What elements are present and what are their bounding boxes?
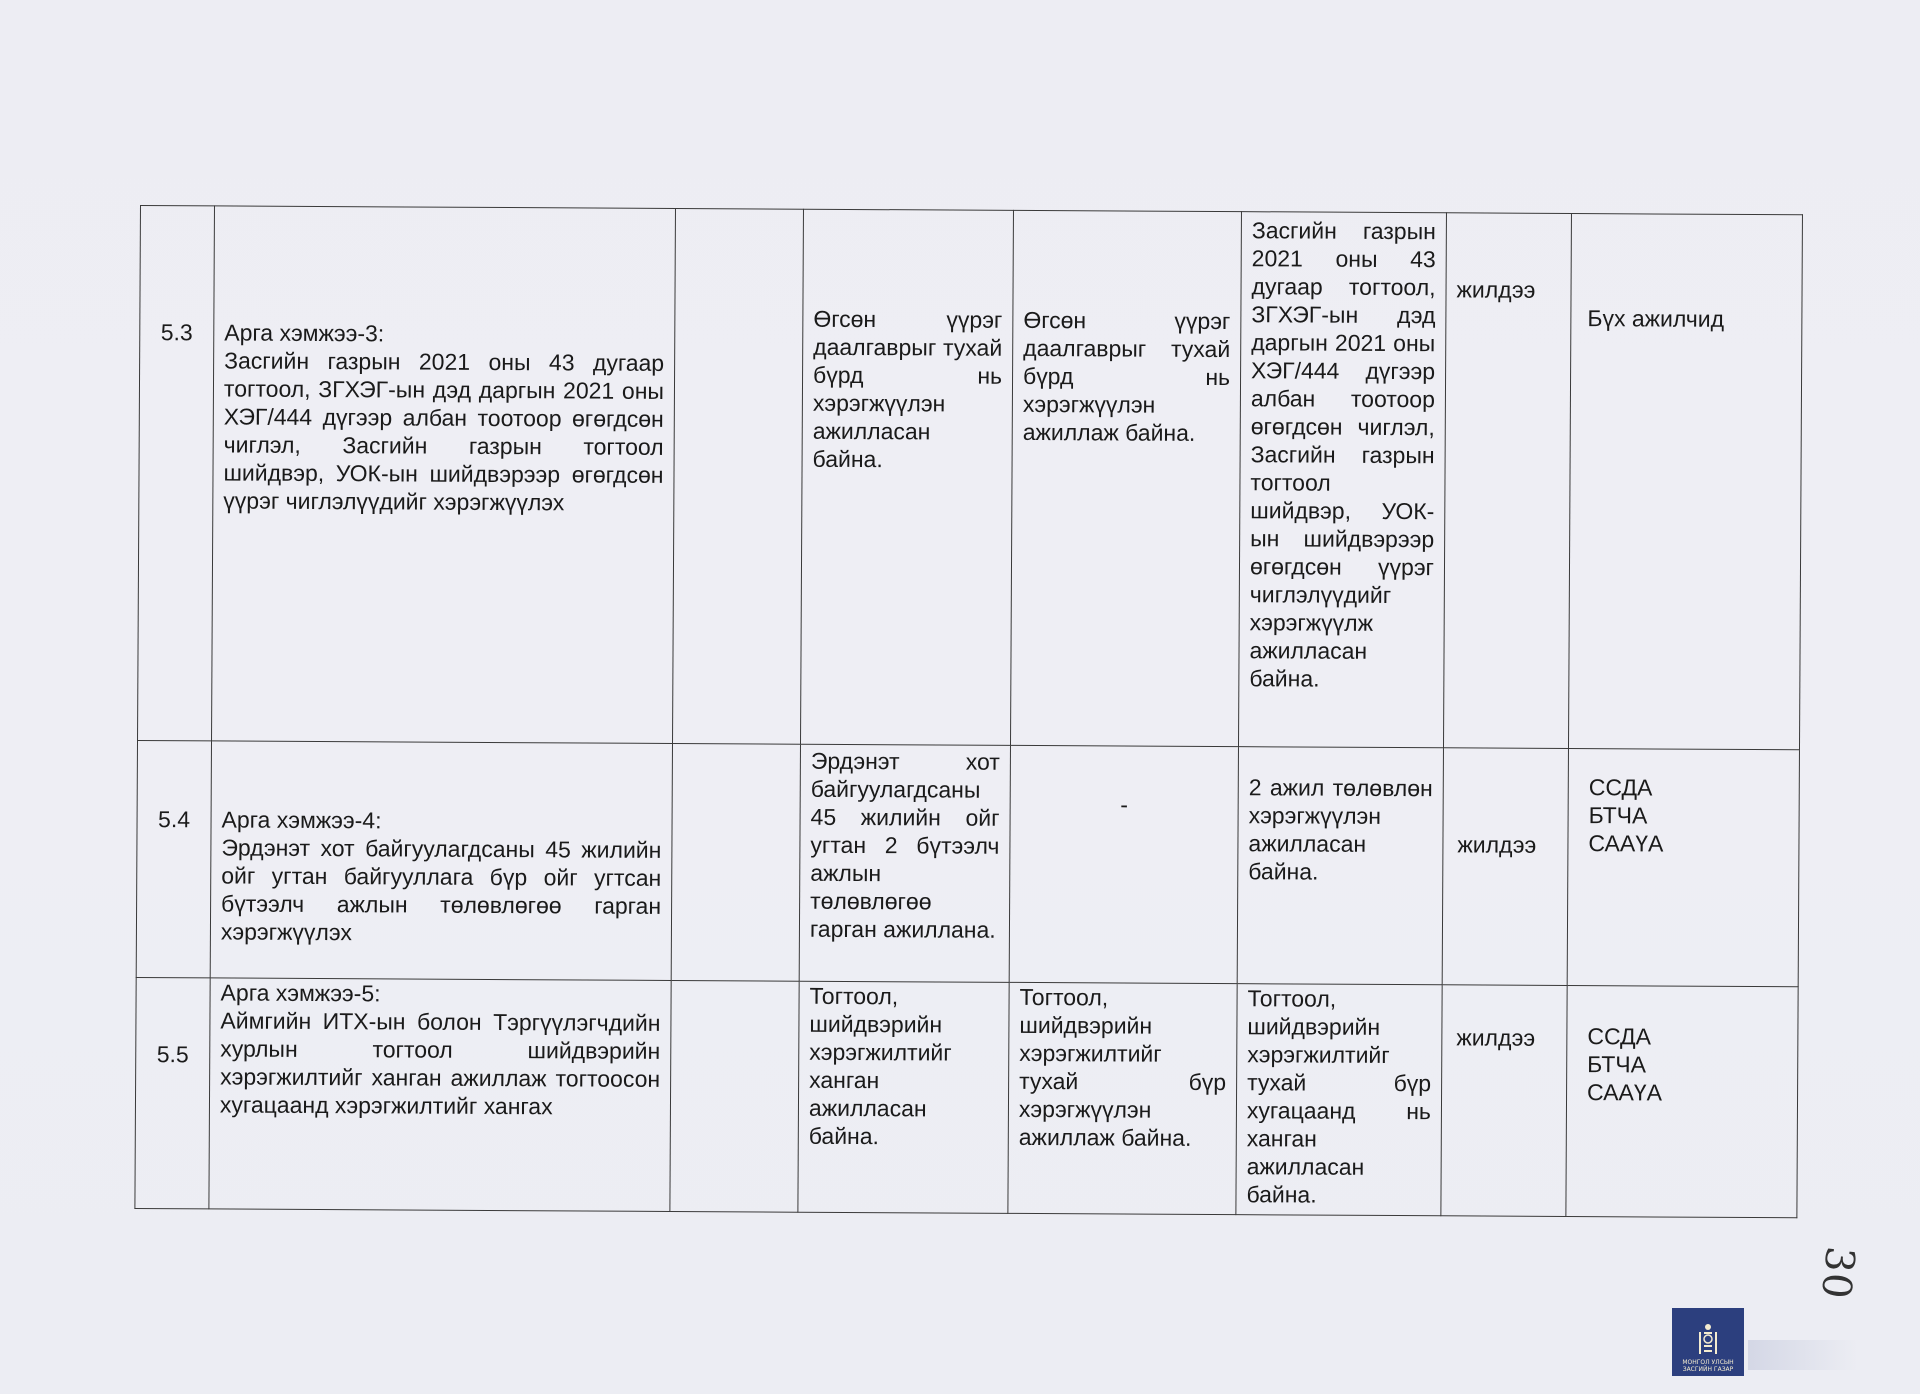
responsible-item: ССДА: [1588, 774, 1653, 801]
row-number-text: 5.4: [157, 806, 191, 833]
measure-cell: [212, 206, 676, 744]
responsible-item: БТЧА: [1588, 802, 1648, 829]
expected-result-cell: Эрдэнэт хот байгуулагдсаны 45 жилийн ойг угтан 2 бүтээлч ажлын төлөвлөгөө гарган ажиллана.: [799, 744, 1010, 982]
action-plan-table: [134, 205, 1803, 1218]
measure-cell: [209, 978, 671, 1212]
responsible-cell: [1568, 213, 1802, 749]
empty-cell: [673, 208, 804, 744]
table-row-5-4: [136, 740, 1799, 986]
progress-cell: Өгсөн үүрэг даалгаврыг тухай бүрд нь хэрэгжүүлэн ажиллаж байна.: [1010, 210, 1241, 746]
stamp-text-line2: ЗАСГИЙН ГАЗАР: [1682, 1366, 1734, 1373]
measure-title: Арга хэмжээ-5:: [220, 979, 381, 1007]
measure-description: Аймгийн ИТХ-ын болон Тэргүүлэгчдийн хурлын тогтоол шийдвэрийн хэрэгжилтийг ханган ажиллаж тогтоосон хугацаанд хэрэгжилтийг хангах: [219, 1007, 661, 1120]
row-number: [135, 977, 210, 1208]
page-number: 30: [1811, 1244, 1864, 1302]
progress-cell: Тогтоол, шийдвэрийн хэрэгжилтийг тухай бүр хэрэгжүүлэн ажиллаж байна.: [1008, 982, 1237, 1214]
measure-description: Засгийн газрын 2021 оны 43 дугаар тогтоол, ЗГХЭГ-ын дэд даргын 2021 оны ХЭГ/444 дүгээр албан тоотоор өгөгдсөн чиглэл, Засгийн газрын тогтоол шийдвэр, УОК-ын шийдвэрээр өгөгдсөн үүрэг чиглэлүүдийг хэрэгжүүлэх: [223, 347, 665, 516]
measure-title: Арга хэмжээ-3:: [224, 319, 385, 347]
empty-cell: [671, 743, 800, 981]
measure-description: Эрдэнэт хот байгуулагдсаны 45 жилийн ойг угтан байгууллага бүр ойг угтсан бүтээлч ажлын төлөвлөгөө гарган хэрэгжүүлэх: [220, 834, 662, 946]
row-number: [136, 740, 211, 977]
stamp-text-line1: МОНГОЛ УЛСЫН: [1682, 1359, 1734, 1366]
responsible-cell: [1567, 748, 1799, 986]
responsible-cell: [1566, 985, 1798, 1217]
government-logo-stamp: [1672, 1308, 1744, 1376]
outcome-cell: Засгийн газрын 2021 оны 43 дугаар тогтоол, ЗГХЭГ-ын дэд даргын 2021 оны ХЭГ/444 дүгээр албан тоотоор өгөгдсөн чиглэл, Засгийн газрын тогтоол шийдвэр, УОК-ын шийдвэрээр өгөгдсөн үүрэг чиглэлүүдийг хэрэгжүүлж ажилласан байна.: [1238, 212, 1446, 748]
responsible-item: СААҮА: [1588, 830, 1664, 857]
responsible-item: БТЧА: [1587, 1051, 1647, 1078]
expected-result-cell: Тогтоол, шийдвэрийн хэрэгжилтийг ханган ажилласан байна.: [798, 981, 1009, 1213]
row-number-text: 5.3: [160, 319, 193, 346]
stamp-shadow: [1748, 1340, 1858, 1370]
row-number: [138, 206, 215, 741]
soyombo-emblem-icon: [1695, 1323, 1721, 1357]
timeframe-cell: жилдээ: [1441, 985, 1567, 1217]
table-row-5-5: [135, 977, 1798, 1217]
measure-cell: [210, 741, 672, 981]
expected-result-cell: Өгсөн үүрэг даалгаврыг тухай бүрд нь хэрэгжүүлэн ажилласан байна.: [800, 209, 1013, 745]
outcome-cell: Тогтоол, шийдвэрийн хэрэгжилтийг тухай бүр хугацаанд нь ханган ажилласан байна.: [1236, 984, 1442, 1216]
measure-title: Арга хэмжээ-4:: [221, 806, 382, 834]
empty-cell: [670, 980, 799, 1212]
responsible-item: ССДА: [1587, 1023, 1652, 1050]
responsible-item: СААҮА: [1586, 1079, 1663, 1106]
outcome-cell: 2 ажил төлөвлөн хэрэгжүүлэн ажилласан байна.: [1237, 747, 1443, 985]
timeframe-cell: жилдээ: [1443, 213, 1571, 749]
progress-cell: -: [1009, 745, 1238, 983]
responsible-item: Бүх ажилчид: [1587, 305, 1725, 332]
table-row-5-3: [138, 206, 1803, 750]
row-number-text: 5.5: [156, 1041, 189, 1068]
timeframe-cell: жилдээ: [1442, 748, 1568, 986]
